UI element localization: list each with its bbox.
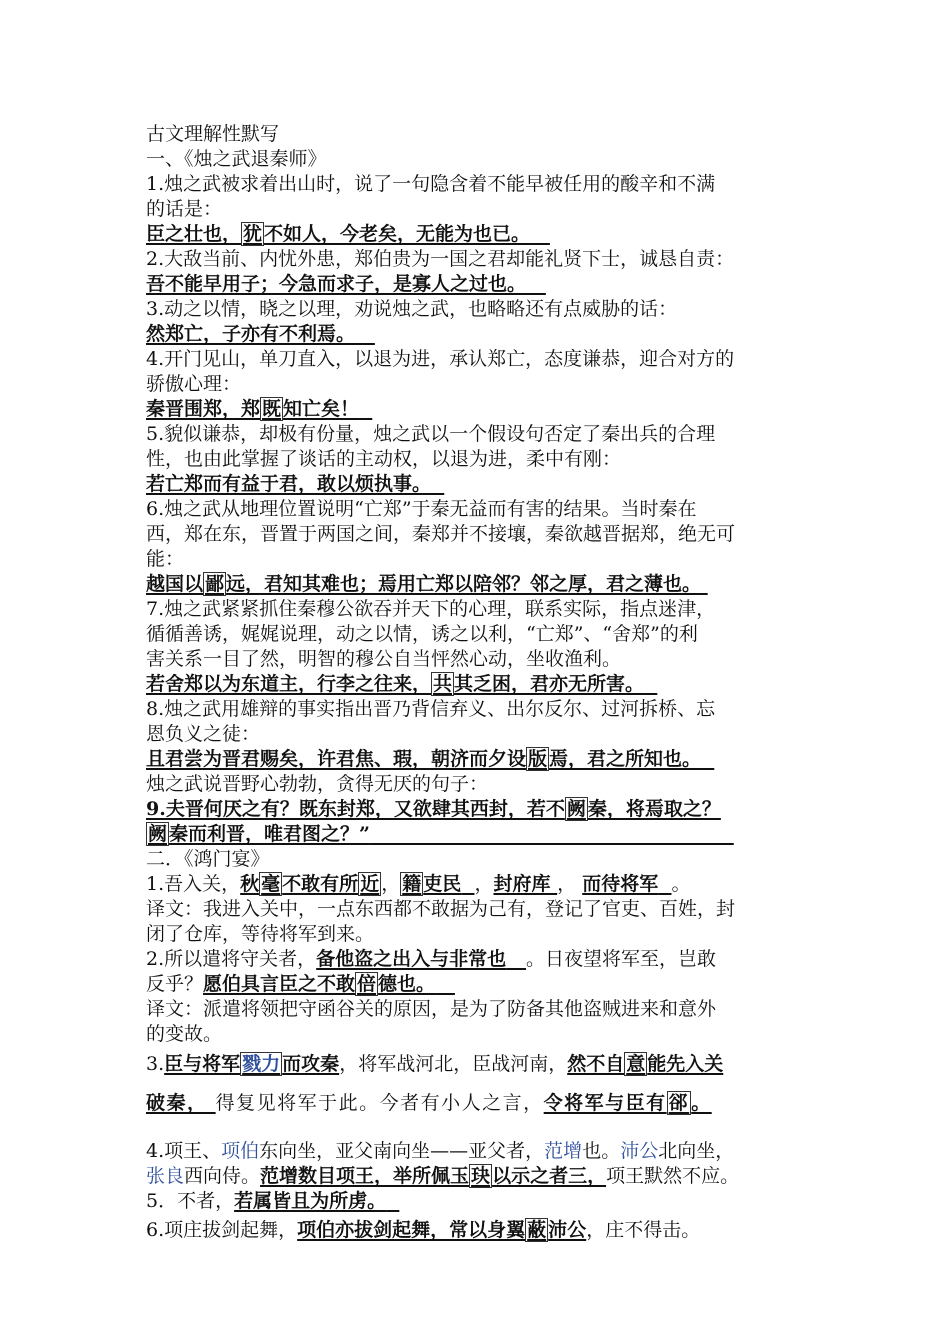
- boxed-char: 既: [262, 398, 282, 420]
- boxed-char: 近: [360, 873, 380, 895]
- question-text: 性，也由此掌握了谈话的主动权，以退为进，柔中有刚：: [146, 448, 622, 470]
- question-line: 1.吾入关，秋 毫 不敢有所 近 ， 籍 吏民 ，封府库 ， 而待将军 。: [146, 873, 691, 895]
- answer-line: 若舍郑以为东道主，行李之往来， 共 其乏困，君亦无所害。: [146, 673, 645, 695]
- question-text: 4.开门见山，单刀直入，以退为进，承认郑亡，态度谦恭，迎合对方的: [146, 348, 735, 370]
- question-text: 害关系一目了然，明智的穆公自当怦然心动，坐收渔利。: [146, 648, 622, 670]
- answer-line: 秦晋围郑，郑 既 知亡矣！: [146, 398, 360, 420]
- answer-line: 且君尝为晋君赐矣，许君焦、瑕，朝济而夕设 版 焉，君之所知也。: [146, 748, 702, 770]
- boxed-char: 倍: [357, 973, 377, 995]
- answer-line: 吾不能早用子；今急而求子，是寡人之过也。: [146, 273, 527, 295]
- answer-line: 若亡郑而有益于君，敢以烦执事。: [146, 473, 432, 495]
- boxed-char: 阙: [148, 823, 168, 845]
- translation-text: 的变故。: [146, 1023, 223, 1045]
- question-text: 7.烛之武紧紧抓住秦穆公欲吞并天下的心理，联系实际，指点迷津，: [146, 598, 716, 620]
- boxed-char: 鄙: [205, 573, 225, 595]
- question-line: 5．不者，若属皆且为所虏。: [146, 1190, 387, 1212]
- document-title: 古文理解性默写: [146, 123, 280, 145]
- answer-line: 然郑亡，子亦有不利焉。: [146, 323, 356, 345]
- boxed-char: 玦: [471, 1165, 491, 1187]
- answer-line: 越国以 鄙 远，君知其难也；焉用亡郑以陪邻？邻之厚，君之薄也。: [146, 573, 702, 595]
- question-text: 的话是：: [146, 198, 223, 220]
- boxed-char: 版: [528, 748, 548, 770]
- question-line: 张良西向侍。范增数目项王，举所佩玉 玦 以示之者三，项王默然不应。: [146, 1165, 740, 1187]
- boxed-char: 蔽: [527, 1219, 547, 1241]
- answer-line: 9.夫晋何厌之有？既东封郑，又欲肆其西封，若不 阙 秦，将焉取之？: [146, 798, 721, 820]
- translation-text: 译文：派遣将领把守函谷关的原因，是为了防备其他盗贼进来和意外: [146, 998, 717, 1020]
- question-line: 3.臣与将军 戮力 而攻秦，将军战河北，臣战河南，然不自 意 能先入关: [146, 1053, 724, 1075]
- question-text: 恩负义之徒：: [146, 723, 261, 745]
- question-line: 破秦， 得复见将军于此。今者有小人之言，令将军与臣有 郤 。: [146, 1092, 712, 1114]
- boxed-char: 意: [626, 1053, 646, 1075]
- question-line: 6.项庄拔剑起舞，项伯亦拔剑起舞，常以身翼 蔽 沛公，庄不得击。: [146, 1219, 701, 1241]
- question-text: 5.貌似谦恭，却极有份量，烛之武以一个假设句否定了秦出兵的合理: [146, 423, 716, 445]
- section-heading-2: 二．《鸿门宴》: [146, 848, 270, 870]
- section-heading-1: 一、《烛之武退秦师》: [146, 148, 327, 170]
- question-text: 循循善诱，娓娓说理，动之以情，诱之以利，“亡郑”、“舍郑”的利: [146, 623, 698, 645]
- boxed-char: 阙: [566, 798, 586, 820]
- question-text: 西，郑在东，晋置于两国之间，秦郑并不接壤，秦欲越晋据郑，绝无可: [146, 523, 736, 545]
- question-text: 能：: [146, 548, 185, 570]
- answer-line: 阙 秦而利晋，唯君图之？”: [148, 823, 370, 845]
- question-text: 烛之武说晋野心勃勃，贪得无厌的句子：: [146, 773, 489, 795]
- question-text: 3.动之以情，晓之以理，劝说烛之武，也略略还有点威胁的话：: [146, 298, 678, 320]
- boxed-char: 犹: [243, 223, 263, 245]
- translation-text: 译文：我进入关中，一点东西都不敢据为己有，登记了官吏、百姓，封: [146, 898, 736, 920]
- boxed-char: 共: [433, 673, 453, 695]
- question-line: 反乎？愿伯具言臣之不敢 倍 德也。: [146, 973, 436, 995]
- question-line: 4.项王、项伯东向坐，亚父南向坐——亚父者，范增也。沛公北向坐，: [146, 1140, 735, 1162]
- question-text: 1.烛之武被求着出山时，说了一句隐含着不能早被任用的酸辛和不满: [146, 173, 716, 195]
- translation-text: 闭了仓库，等待将军到来。: [146, 923, 375, 945]
- boxed-char: 毫: [261, 873, 281, 895]
- question-text: 骄傲心理：: [146, 373, 242, 395]
- question-text: 2.大敌当前、内忧外患，郑伯贵为一国之君却能礼贤下士，诚恳自责：: [146, 248, 735, 270]
- boxed-char: 籍: [402, 873, 422, 895]
- answer-line: 臣之壮也， 犹 不如人，今老矣，无能为也已。: [146, 223, 531, 245]
- document-page: [146, 122, 806, 1243]
- boxed-char: 郤: [668, 1092, 690, 1114]
- question-text: 8.烛之武用雄辩的事实指出晋乃背信弃义、出尔反尔、过河拆桥、忘: [146, 698, 716, 720]
- question-line: 2.所以遣将守关者，备他盗之出入与非常也 。日夜望将军至，岂敢: [146, 948, 717, 970]
- boxed-char: 戮力: [242, 1053, 281, 1075]
- question-text: 6.烛之武从地理位置说明“亡郑”于秦无益而有害的结果。当时秦在: [146, 498, 697, 520]
